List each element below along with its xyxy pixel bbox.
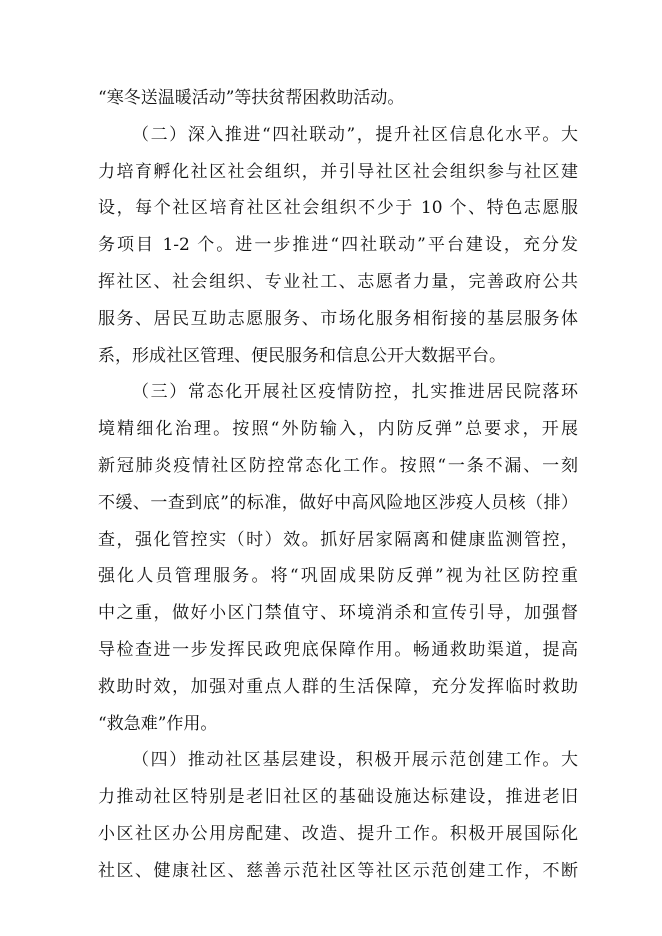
text-line: 导检查进一步发挥民政兜底保障作用。畅通救助渠道，提高	[98, 639, 578, 660]
text-line: 境精细化治理。按照“外防输入，内防反弹”总要求，开展	[98, 419, 578, 440]
text-line: 力推动社区特别是老旧社区的基础设施达标建设，推进老旧	[98, 787, 578, 808]
text-line: “寒冬送温暖活动”等扶贫帮困救助活动。	[98, 88, 405, 108]
section-heading-line: （二）深入推进“四社联动”，提升社区信息化水平。大	[132, 124, 578, 145]
text-line: 强化人员管理服务。将“巩固成果防反弹”视为社区防控重	[98, 566, 578, 587]
text-line: 系，形成社区管理、便民服务和信息公开大数据平台。	[98, 345, 506, 366]
text-line: 力培育孵化社区社会组织，并引导社区社会组织参与社区建	[98, 161, 578, 182]
text-line: 服务、居民互助志愿服务、市场化服务相衔接的基层服务体	[98, 308, 578, 329]
text-line: 挥社区、社会组织、专业社工、志愿者力量，完善政府公共	[98, 271, 578, 292]
section-heading-line: （三）常态化开展社区疫情防控，扎实推进居民院落环	[132, 382, 578, 403]
section-heading-line: （四）推动社区基层建设，积极开展示范创建工作。大	[132, 750, 578, 771]
text-line: 务项目 1-2 个。进一步推进“四社联动”平台建设，充分发	[98, 235, 578, 256]
document-body	[98, 80, 578, 890]
text-line: 新冠肺炎疫情社区防控常态化工作。按照“一条不漏、一刻	[98, 455, 578, 476]
text-line: 中之重，做好小区门禁值守、环境消杀和宣传引导，加强督	[98, 603, 578, 624]
text-line: 小区社区办公用房配建、改造、提升工作。积极开展国际化	[98, 823, 578, 844]
text-line: 社区、健康社区、慈善示范社区等社区示范创建工作，不断	[98, 860, 578, 881]
text-line: 查，强化管控实（时）效。抓好居家隔离和健康监测管控，	[98, 529, 578, 550]
text-line: 不缓、一查到底”的标准，做好中高风险地区涉疫人员核（排）	[98, 492, 578, 513]
text-line: “救急难”作用。	[98, 713, 218, 734]
text-line: 救助时效，加强对重点人群的生活保障，充分发挥临时救助	[98, 676, 578, 697]
text-line: 设，每个社区培育社区社会组织不少于 10 个、特色志愿服	[98, 198, 578, 219]
